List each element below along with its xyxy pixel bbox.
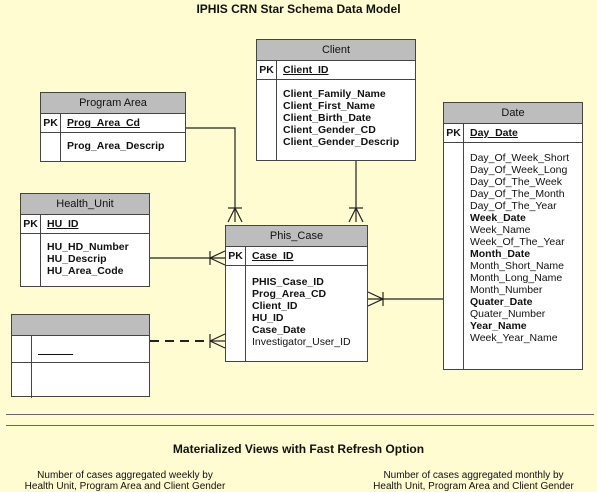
health-unit-attr: HU_Descrip xyxy=(47,253,107,265)
materialized-views-title: Materialized Views with Fast Refresh Option xyxy=(172,442,425,456)
entity-health-unit[interactable] xyxy=(20,193,150,287)
entity-unnamed-header xyxy=(12,315,149,336)
date-attr: Day_Of_Week_Long xyxy=(470,164,568,176)
pk-label: PK xyxy=(226,247,246,265)
program-area-pk: Prog_Area_Cd xyxy=(67,117,140,129)
entity-unnamed[interactable] xyxy=(11,314,150,397)
pk-label: PK xyxy=(444,124,464,142)
client-attr: Client_Gender_Descrip xyxy=(283,136,400,148)
client-attr: Client_Family_Name xyxy=(283,88,386,100)
entity-client-header: Client xyxy=(257,40,415,61)
date-pk: Day_Date xyxy=(470,127,518,139)
pk-label: PK xyxy=(257,61,277,79)
date-attr: Day_Of_The_Year xyxy=(470,200,557,212)
materialized-note-weekly: Number of cases aggregated weekly by Health Unit, Program Area and Client Gender xyxy=(24,470,226,492)
date-attr-list xyxy=(464,143,575,370)
date-attr: Year_Name xyxy=(470,320,527,332)
unnamed-pk-cell xyxy=(12,336,32,362)
program-area-attr: Prog_Area_Descrip xyxy=(67,140,165,152)
date-attr: Day_Of_The_Week xyxy=(470,176,563,188)
date-attr: Week_Date xyxy=(470,212,526,224)
phis-case-pk: Case_ID xyxy=(252,250,294,262)
date-attr: Month_Number xyxy=(470,284,543,296)
pk-label: PK xyxy=(21,215,41,233)
rel-program-area-case xyxy=(186,128,235,222)
entity-program-area[interactable] xyxy=(40,92,186,162)
phis-case-attr: Prog_Area_CD xyxy=(252,288,327,300)
date-attr: Month_Date xyxy=(470,248,531,260)
health-unit-attr: HU_HD_Number xyxy=(47,241,129,253)
date-attr: Quater_Number xyxy=(470,308,546,320)
diagram-title: IPHIS CRN Star Schema Data Model xyxy=(196,2,401,16)
entity-date[interactable] xyxy=(443,102,583,370)
client-attr: Client_First_Name xyxy=(283,100,376,112)
client-pk: Client_ID xyxy=(283,64,329,76)
phis-case-attr: PHIS_Case_ID xyxy=(252,276,324,288)
phis-case-attr: Client_ID xyxy=(252,300,298,312)
entity-phis-case-header: Phis_Case xyxy=(226,226,367,247)
date-attr: Quater_Date xyxy=(470,296,533,308)
phis-case-attr: Case_Date xyxy=(252,324,306,336)
entity-phis-case[interactable] xyxy=(225,225,368,362)
entity-program-area-header: Program Area xyxy=(41,93,185,114)
date-attr: Week_Name xyxy=(470,224,531,236)
date-attr: Day_Of_The_Month xyxy=(470,188,565,200)
entity-date-header: Date xyxy=(444,103,582,124)
materialized-note-monthly: Number of cases aggregated monthly by Health Unit, Program Area and Client Gender xyxy=(373,470,574,492)
health-unit-pk: HU_ID xyxy=(47,218,79,230)
date-attr: Week_Year_Name xyxy=(470,332,558,344)
health-unit-attr: HU_Area_Code xyxy=(47,265,124,277)
phis-case-attr: Investigator_User_ID xyxy=(252,336,351,348)
separator-line xyxy=(6,425,594,426)
entity-health-unit-header: Health_Unit xyxy=(21,194,149,215)
date-attr: Week_Of_The_Year xyxy=(470,236,565,248)
unnamed-pk: ______ xyxy=(38,344,74,356)
date-attr: Day_Of_Week_Short xyxy=(470,152,570,164)
date-attr: Month_Short_Name xyxy=(470,260,564,272)
separator-line xyxy=(6,414,594,415)
entity-client[interactable] xyxy=(256,39,416,161)
client-attr: Client_Birth_Date xyxy=(283,112,372,124)
client-attr: Client_Gender_CD xyxy=(283,124,376,136)
pk-label: PK xyxy=(41,114,61,132)
phis-case-attr: HU_ID xyxy=(252,312,284,324)
date-attr: Month_Long_Name xyxy=(470,272,563,284)
